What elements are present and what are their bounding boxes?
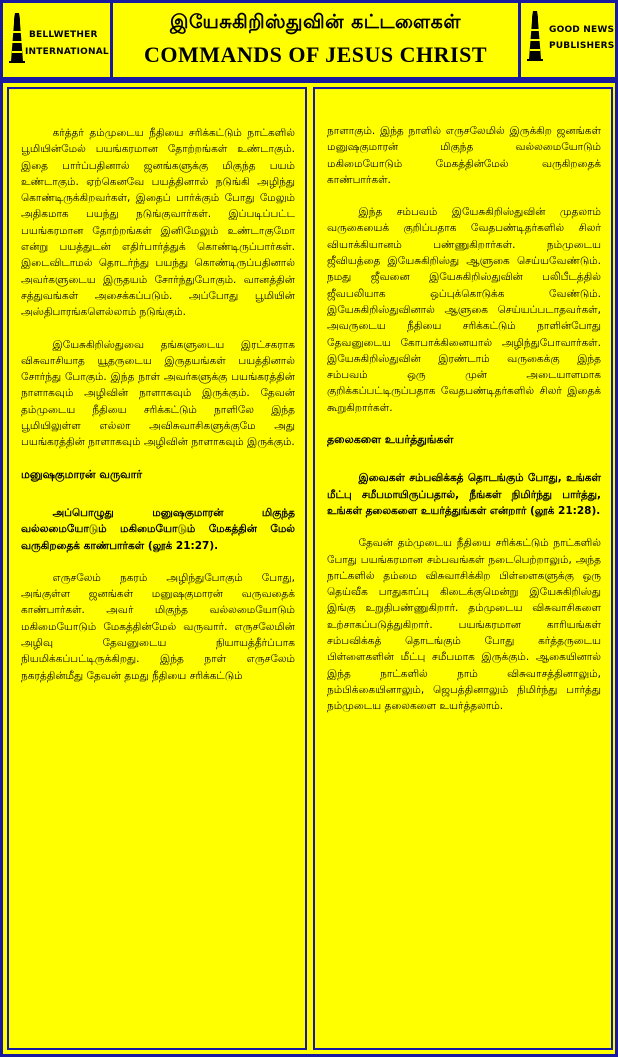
title-block xyxy=(113,3,518,77)
section-heading: மனுஷகுமாரன் வருவார் xyxy=(21,467,143,481)
left-logo-line2: INTERNATIONAL xyxy=(25,47,109,57)
right-column xyxy=(313,87,613,1050)
header xyxy=(0,0,618,80)
scripture-verse: அப்பொழுது மனுஷகுமாரன் மிகுந்த வல்லமையோடும் மகிமையோடும் மேகத்தின் மேல் வருகிறதைக் காண்பார்கள் (லூக் 21:27). xyxy=(21,506,295,552)
paragraph: எருசலேம் நகரம் அழிந்துபோகும் போது, அங்குள்ள ஜனங்கள் மனுஷகுமாரன் வருவதைக் காண்பார்கள். அவர் மிகுந்த வல்லமையோடும் மகிமையோடும் மேகத்தின்மேல் வருவார். எருசலேமின் அழிவு தேவனுடைய நியாயத்தீர்ப்பாக நியமிக்கப்பட்டிருக்கிறது. இந்த நாள் எருசலேம் நகரத்தின்மீது தேவன் தமது நீதியை சரிக்கட்டும் xyxy=(21,571,295,682)
left-logo xyxy=(3,3,113,77)
paragraph: நாளாகும். இந்த நாளில் எருசலேமில் இருக்கிற ஜனங்கள் மனுஷகுமாரன் மிகுந்த வல்லமையோடும் மகிமையோடும் மேகத்தின்மேல் வருகிறதைக் காண்பார்கள். xyxy=(327,125,601,186)
scripture-verse: இவைகள் சம்பவிக்கத் தொடங்கும் போது, உங்கள் மீட்பு சமீபமாயிருப்பதால், நீங்கள் நிமிர்ந்து பார்த்து, உங்கள் தலைகளை உயர்த்துங்கள் என்றார் (லூக் 21:28). xyxy=(327,472,601,517)
right-logo xyxy=(518,3,615,77)
right-logo-line1: GOOD NEWS xyxy=(549,25,615,35)
right-logo-line2: PUBLISHERS xyxy=(549,41,615,51)
left-column xyxy=(7,87,307,1050)
title-english: COMMANDS OF JESUS CHRIST xyxy=(143,42,488,67)
paragraph: கர்த்தர் தம்முடைய நீதியை சரிக்கட்டும் நாட்களில் பூமியின்மேல் பயங்கரமான தோற்றங்கள் உண்டாகும். இதை பார்ப்பதினால் ஜனங்களுக்கு மிகுந்த பயம் உண்டாகும். ஏற்கெனவே பயத்தினால் நடுங்கி அழிந்து கொண்டிருக்கிறவர்கள், இதைப் பார்க்கும் போது மேலும் அதிகமாக பயந்து நடுங்குவார்கள். இப்படிப்பட்ட பயங்கரமான தோற்றங்கள் இனிமேலும் உண்டாகுமோ என்று பயத்துடன் எதிர்பார்த்துக் கொண்டிருப்பார்கள். இடைவிடாமல் தொடர்ந்து பயந்து கொண்டிருப்பதினால் அவர்களுடைய இருதயம் சோர்ந்துபோகும். வானத்தின் சத்துவங்கள் அசைக்கப்படும். அப்போது பூமியின் அஸ்திபாரங்களெல்லாம் நடுங்கும். xyxy=(21,127,295,319)
paragraph: இந்த சம்பவம் இயேசுகிறிஸ்துவின் முதலாம் வருகையைக் குறிப்பதாக வேதபண்டிதர்களில் சிலர் வியாக்கியானம் பண்ணுகிறார்கள். நம்முடைய ஜீவியத்தை இயேசுகிறிஸ்து ஆளுகை செய்யவேண்டும். நமது ஜீவனை இயேசுகிறிஸ்துவின் பலிபீடத்தில் ஜீவபலியாக ஒப்புக்கொடுக்க வேண்டும். இயேசுகிறிஸ்துவினால் ஆளுகை செய்யப்படாதவர்கள், அவருடைய நீதியை சரிக்கட்டும் நாளின்போது தேவனுடைய கோபாக்கினையால் அழிந்துபோவார்கள். இயேசுகிறிஸ்துவின் இரண்டாம் வருகைக்கு இந்த சம்பவம் ஒரு முன் அடையாளமாக குறிக்கப்பட்டிருப்பதாக வேதபண்டிதர்களில் சிலர் இதைக் கூறுகிறார்கள். xyxy=(327,206,601,414)
lighthouse-icon xyxy=(9,13,25,63)
paragraph: தேவன் தம்முடைய நீதியை சரிக்கட்டும் நாட்களில் போது பயங்கரமான சம்பவங்கள் நடைபெற்றாலும், அந்த நாட்களில் தம்மை விசுவாசிக்கிற பிள்ளைகளுக்கு ஒரு தெய்வீக பாதுகாப்பு கிடைக்குமென்று இயேசுகிறிஸ்து இங்கு உறுதிபண்ணுகிறார். தம்முடைய விசுவாசிகளை உற்சாகப்படுத்துகிறார். பயங்கரமான காரியங்கள் சம்பவிக்கத் தொடங்கும் போது கர்த்தருடைய பிள்ளைகளின் மீட்பு சமீபமாக இருக்கும். ஆகையினால் இந்த நாட்களில் நாம் விசுவாசத்தினாலும், நம்பிக்கையினாலும், ஜெபத்தினாலும் நிமிர்ந்து பார்த்து நம்முடைய தலைகளை உயர்த்தலாம். xyxy=(327,537,601,713)
left-logo-line1: BELLWETHER xyxy=(29,30,98,40)
article-body xyxy=(0,80,618,1057)
section-heading: தலைகளை உயர்த்துங்கள் xyxy=(327,433,454,447)
paragraph: இயேசுகிறிஸ்துவை தங்களுடைய இரட்சகராக விசுவாசியாத யூதருடைய இருதயங்கள் பயத்தினால் சோர்ந்து போகும். இந்த நாள் அவர்களுக்கு பயங்கரத்தின் நாளாகவும் அழிவின் நாளாகவும் இருக்கும். தேவன் தம்முடைய நீதியை சரிக்கட்டும் நாளிலே இந்த பூமியிலுள்ள எல்லா அவிசுவாசிகளுக்குமே அது பயங்கரத்தின் நாளாகவும் அழிவின் நாளாகவும் இருக்கும். xyxy=(21,338,295,449)
title-tamil: இயேசுகிறிஸ்துவின் கட்டளைகள் xyxy=(170,11,461,33)
lighthouse-icon xyxy=(527,11,543,61)
